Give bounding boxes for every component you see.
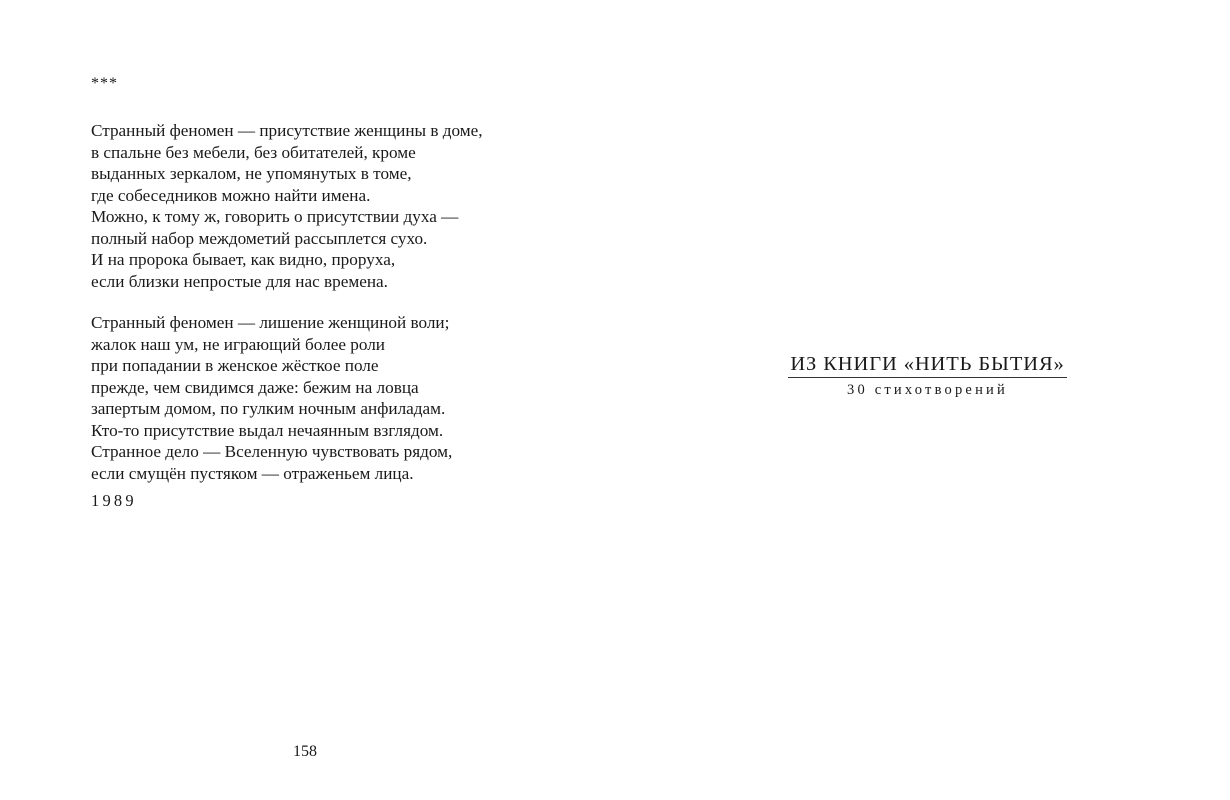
verse-line: Кто-то присутствие выдал нечаянным взглядом.: [91, 420, 444, 440]
verse-line: Странный феномен — присутствие женщины в доме,: [91, 121, 483, 140]
verse-line: жалок наш ум, не играющий более роли: [91, 334, 386, 354]
right-page: [615, 0, 1230, 800]
stanza-2: [91, 312, 571, 484]
section-title: ИЗ КНИГИ «НИТЬ БЫТИЯ»: [788, 352, 1067, 378]
poem: [91, 74, 571, 511]
verse-line: И на пророка бывает, как видно, проруха,: [91, 250, 396, 269]
page-number: 158: [293, 743, 317, 760]
verse-line: полный набор междометий рассыплется сухо.: [91, 228, 428, 248]
section-heading: [788, 352, 1067, 399]
verse-line: запертым домом, по гулким ночным анфиладам.: [91, 399, 446, 418]
verse-line: Можно, к тому ж, говорить о присутствии духа —: [91, 207, 459, 226]
verse-line: прежде, чем свидимся даже: бежим на ловца: [91, 377, 419, 397]
poem-separator: ***: [91, 75, 118, 92]
verse-line: где собеседников можно найти имена.: [91, 185, 371, 205]
verse-line: при попадании в женское жёсткое поле: [91, 356, 379, 375]
section-subtitle: 30 стихотворений: [847, 382, 1008, 398]
verse-line: в спальне без мебели, без обитателей, кроме: [91, 142, 416, 162]
verse-line: если близки непростые для нас времена.: [91, 271, 388, 291]
poem-year: 1989: [91, 491, 137, 510]
verse-line: Странный феномен — лишение женщиной воли;: [91, 313, 450, 332]
verse-line: Странное дело — Вселенную чувствовать рядом,: [91, 442, 453, 461]
verse-line: если смущён пустяком — отраженьем лица.: [91, 463, 414, 483]
verse-line: выданных зеркалом, не упомянутых в томе,: [91, 164, 412, 183]
stanza-1: [91, 120, 571, 292]
